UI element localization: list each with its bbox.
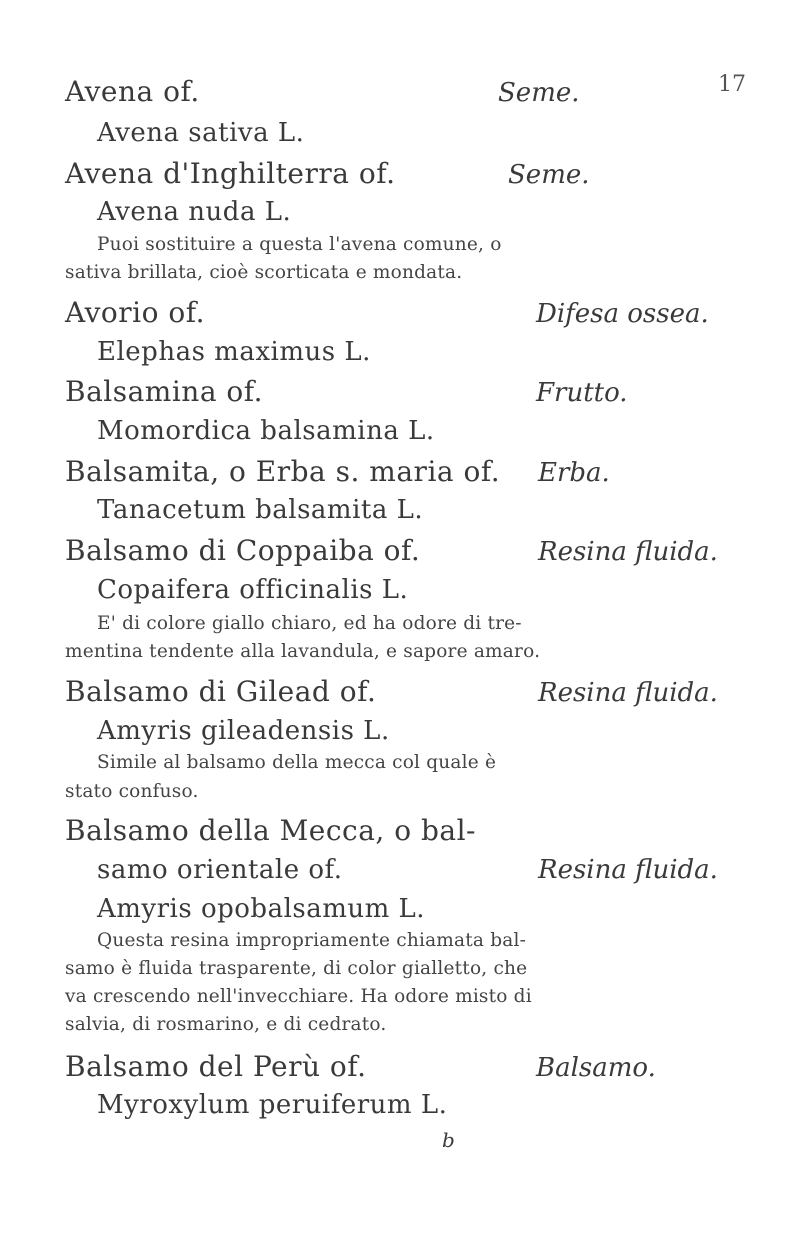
label-difesa-ossea: Difesa ossea. xyxy=(536,299,709,329)
species-elephas: Elephas maximus L. xyxy=(97,337,371,367)
label-resina-fluida-2: Resina fluida. xyxy=(538,678,718,708)
entry-avena: Avena of. xyxy=(65,75,200,108)
note-mecca-1: Questa resina impropriamente chiamata bal- xyxy=(97,930,527,951)
label-erba: Erba. xyxy=(538,458,610,488)
signature-mark: b xyxy=(442,1128,455,1152)
note-mecca-2: samo è fluida trasparente, di color gialletto, che xyxy=(65,958,528,979)
species-tanacetum: Tanacetum balsamita L. xyxy=(97,495,424,525)
label-balsamo: Balsamo. xyxy=(536,1053,656,1083)
note-coppaiba-1: E' di colore giallo chiaro, ed ha odore di tre- xyxy=(97,613,522,634)
page-number: 17 xyxy=(718,72,746,97)
entry-avena-inghilterra: Avena d'Inghilterra of. xyxy=(65,157,396,190)
entry-balsamo-gilead: Balsamo di Gilead of. xyxy=(65,675,377,708)
entry-balsamita: Balsamita, o Erba s. maria of. xyxy=(65,455,501,488)
species-myroxylum: Myroxylum peruiferum L. xyxy=(97,1090,448,1120)
species-momordica: Momordica balsamina L. xyxy=(97,416,435,446)
entry-balsamo-mecca: Balsamo della Mecca, o bal- xyxy=(65,814,476,847)
entry-avorio: Avorio of. xyxy=(65,296,205,329)
species-amyris-opobalsamum: Amyris opobalsamum L. xyxy=(97,894,426,924)
note-mecca-4: salvia, di rosmarino, e di cedrato. xyxy=(65,1014,387,1035)
label-frutto: Frutto. xyxy=(536,378,628,408)
entry-balsamo-peru: Balsamo del Perù of. xyxy=(65,1050,367,1083)
entry-balsamo-coppaiba: Balsamo di Coppaiba of. xyxy=(65,534,421,567)
species-avena-nuda: Avena nuda L. xyxy=(97,197,292,227)
note-mecca-3: va crescendo nell'invecchiare. Ha odore misto di xyxy=(65,986,532,1007)
label-seme-2: Seme. xyxy=(508,160,590,190)
label-seme: Seme. xyxy=(498,78,580,108)
species-avena-sativa: Avena sativa L. xyxy=(97,118,305,148)
label-resina-fluida-1: Resina fluida. xyxy=(538,537,718,567)
note-gilead-1: Simile al balsamo della mecca col quale è xyxy=(97,752,497,773)
label-resina-fluida-3: Resina fluida. xyxy=(538,855,718,885)
species-amyris-gileadensis: Amyris gileadensis L. xyxy=(97,716,390,746)
species-copaifera: Copaifera officinalis L. xyxy=(97,575,409,605)
entry-balsamo-mecca-cont: samo orientale of. xyxy=(97,855,343,885)
note-avena-2: sativa brillata, cioè scorticata e mondata. xyxy=(65,262,463,283)
note-coppaiba-2: mentina tendente alla lavandula, e sapore amaro. xyxy=(65,641,541,662)
entry-balsamina: Balsamina of. xyxy=(65,375,264,408)
note-gilead-2: stato confuso. xyxy=(65,781,199,802)
note-avena-1: Puoi sostituire a questa l'avena comune, o xyxy=(97,234,502,255)
